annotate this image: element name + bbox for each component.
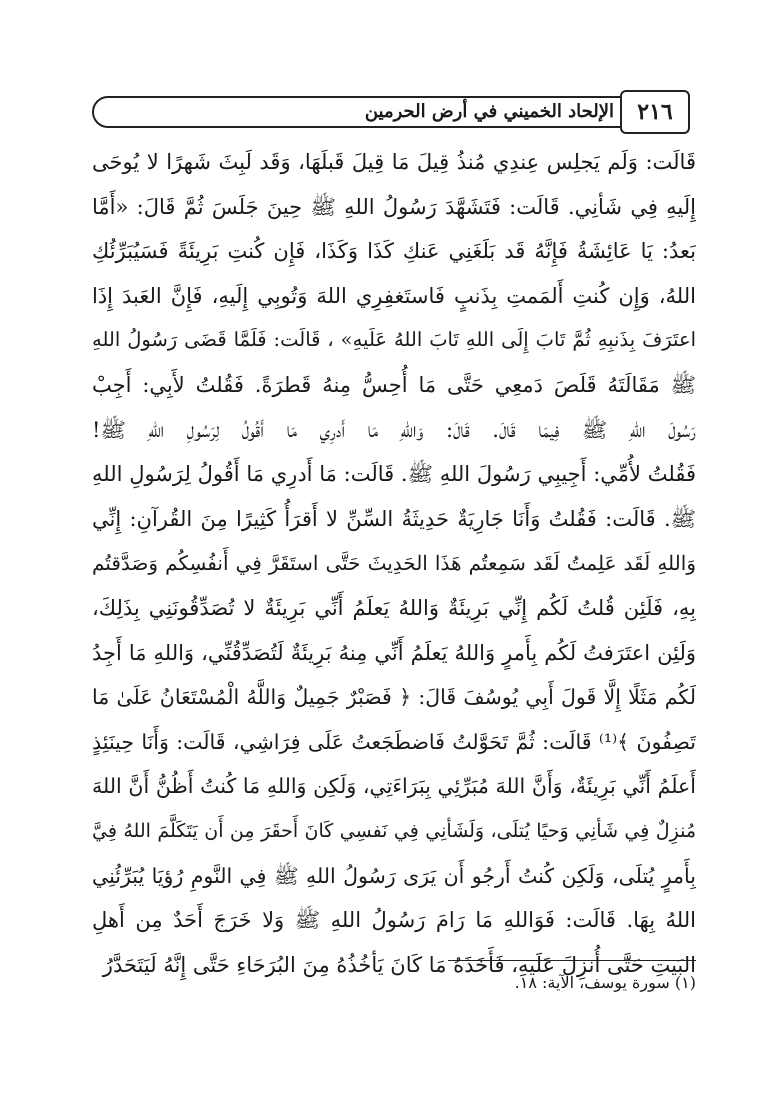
footnote: (١) سورة يوسف، الآية: ١٨. [514,973,696,992]
text-line: إِلَيهِ فِي شَأنِي. قَالَت: فَتَشَهَّدَ رَسُولُ اللهِ ﷺ حِينَ جَلَسَ ثُمَّ قَالَ: «أَمَّا [92,194,696,219]
text-line: ﷺ مَقَالَتَهُ قَلَصَ دَمعِي حَتَّى مَا أُحِسُّ مِنهُ قَطرَةً. فَقُلتُ لأَبِي: أَجِبْ [92,372,696,397]
text-line: اللهُ بِهَا. قَالَت: فَوَاللهِ مَا رَامَ رَسُولُ اللهِ ﷺ وَلا خَرَجَ أَحَدٌ مِن أَهلِ [92,908,696,933]
page-number: ٢١٦ [637,99,673,125]
text-line: اللهُ، وَإِن كُنتِ أَلمَمتِ بِذَنبٍ فَاستَغفِرِي اللهَ وَتُوبِي إِلَيهِ، فَإِنَّ العَبدَ إِذَا [92,283,696,308]
text-line: اعتَرَفَ بِذَنبِهِ ثُمَّ تَابَ إِلَى اللهِ تَابَ اللهُ عَلَيهِ» ، قَالَت: فَلَمَّا قَضَى رَسُولُ اللهِ [92,328,696,352]
body-text [92,140,696,987]
text-line: رَسُولَ اللهِ ﷺ فِيمَا قَالَ. قَالَ: وَاللهِ مَا أَدرِي مَا أَقُولُ لِرَسُولِ اللهِ ﷺ! [92,417,696,442]
text-line: فَقُلتُ لأُمِّي: أَجِيبِي رَسُولَ اللهِ ﷺ. قَالَت: مَا أَدرِي مَا أَقُولُ لِرَسُولِ اللهِ [92,462,696,487]
text-line: لَكُم مَثَلًا إِلَّا قَولَ أَبِي يُوسُفَ قَالَ: ﴿ فَصَبْرٌ جَمِيلٌ وَاللَّهُ الْمُسْتَعَانُ عَلَىٰ مَا [92,685,696,710]
header-title: الإلحاد الخميني في أرض الحرمين [364,101,614,122]
text-line: أَعلَمُ أَنِّي بَرِيئَةٌ، وَأَنَّ اللهَ مُبَرِّئِي بِبَرَاءَتِي، وَلَكِن وَاللهِ مَا كُنتُ أَظُنُّ أَنَّ اللهَ [92,774,696,799]
page-number-box [620,90,690,134]
text-line: ﷺ. قَالَت: فَقُلتُ وَأَنَا جَارِيَةٌ حَدِيثَةُ السِّنِّ لا أَقرَأُ كَثِيرًا مِنَ القُرآنِ: إِنِّي [92,506,696,531]
text-line: مُنزِلٌ فِي شَأنِي وَحيًا يُتلَى، وَلَشَأنِي فِي نَفسِي كَانَ أَحقَرَ مِن أَن يَتَكَلَّمَ اللهُ فِيَّ [92,819,696,842]
text-line: وَاللهِ لَقَد عَلِمتُ لَقَد سَمِعتُم هَذَا الحَدِيثَ حَتَّى استَقَرَّ فِي أَنفُسِكُم وَصَدَّقتُم [92,551,696,576]
text-line: بِهِ، فَلَئِن قُلتُ لَكُم إِنِّي بَرِيئَةٌ وَاللهُ يَعلَمُ أَنِّي بَرِيئَةٌ لا تُصَدِّقُونَنِي بِذَلِكَ، [92,595,696,620]
text-line: وَلَئِن اعتَرَفتُ لَكُم بِأَمرٍ وَاللهُ يَعلَمُ أَنِّي مِنهُ بَرِيئَةٌ لَتُصَدِّقُنِّي، وَاللهِ مَا أَجِدُ [92,640,696,665]
text-line: البَيتِ حَتَّى أُنزِلَ عَلَيهِ، فَأَخَذَهُ مَا كَانَ يَأخُذُهُ مِنَ البُرَحَاءِ حَتَّى إِنَّهُ لَيَتَحَدَّرُ [102,952,696,977]
footnote-separator [448,960,696,961]
running-header [92,96,698,128]
text-line: تَصِفُونَ ﴾⁽¹⁾ قَالَت: ثُمَّ تَحَوَّلتُ فَاضطَجَعتُ عَلَى فِرَاشِي، قَالَت: وَأَنَا حِينَئِذٍ [92,729,696,754]
text-line: بَعدُ: يَا عَائِشَةُ فَإِنَّهُ قَد بَلَغَنِي عَنكِ كَذَا وَكَذَا، فَإِن كُنتِ بَرِيئَةً فَسَيُبَرِّئُكِ [92,239,696,264]
text-line: بِأَمرٍ يُتلَى، وَلَكِن كُنتُ أَرجُو أَن يَرَى رَسُولُ اللهِ ﷺ فِي النَّومِ رُؤيَا يُبَرِّئُنِي [92,863,696,888]
text-line: قَالَت: وَلَم يَجلِس عِندِي مُنذُ قِيلَ مَا قِيلَ قَبلَهَا، وَقَد لَبِثَ شَهرًا لا يُوحَى [92,150,696,174]
